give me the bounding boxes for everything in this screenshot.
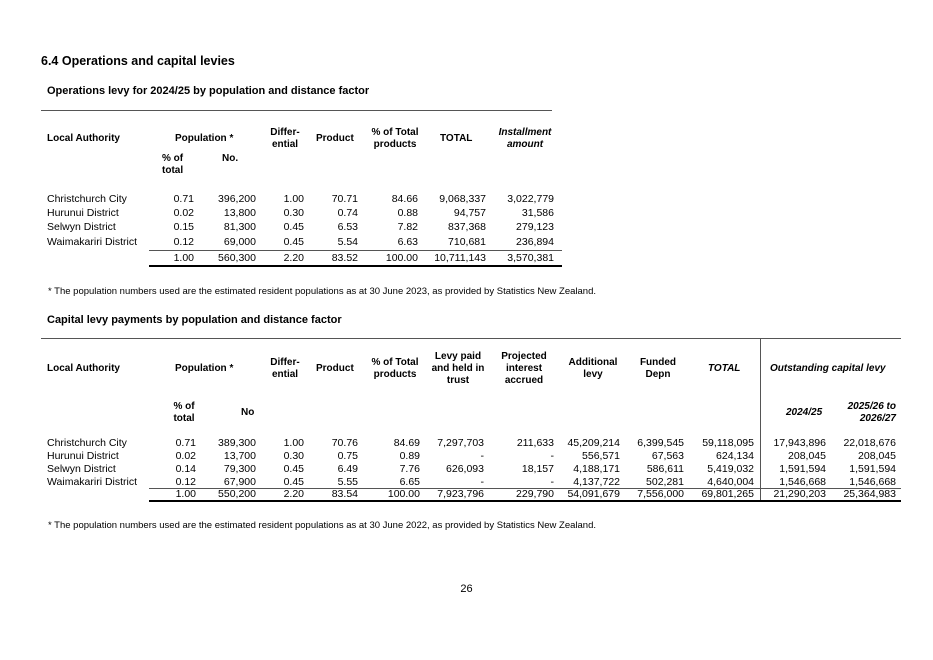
cap-cell-levy_paid: - [480, 450, 484, 462]
cap-cell-interest: - [550, 450, 554, 462]
cap-cell-y2025: 1,591,594 [849, 463, 896, 475]
cap-total-diff: 2.20 [283, 488, 304, 500]
section-title: 6.4 Operations and capital levies [41, 54, 235, 68]
ops-cell-pct: 0.12 [173, 236, 194, 248]
ops-cell-installment: 31,586 [521, 207, 554, 219]
cap-total-levy_paid: 7,923,796 [437, 488, 484, 500]
cap-cell-depn: 67,563 [651, 450, 684, 462]
cap-cell-no: 389,300 [218, 437, 256, 449]
ops-header-pct-products: % of Total products [371, 127, 419, 150]
cap-header-pct-products: % of Total products [371, 357, 419, 380]
ops-total-pct_products: 100.00 [385, 252, 418, 264]
cap-header-projected-interest: Projected interest accrued [501, 351, 547, 386]
ops-footnote: * The population numbers used are the estimated resident populations as at 30 June 2023, as provided by Statistics New Zealand. [48, 286, 596, 297]
ops-header-local-authority: Local Authority [47, 133, 120, 144]
cap-cell-levy_paid: - [480, 476, 484, 488]
cap-cell-pct: 0.14 [175, 463, 196, 475]
cap-header-pct-total: % of total [173, 401, 195, 424]
cap-row-name: Selwyn District [47, 463, 116, 475]
ops-cell-pct_products: 0.88 [397, 207, 418, 219]
cap-cell-total: 59,118,095 [702, 437, 754, 449]
page-number: 26 [460, 583, 473, 595]
cap-total-depn: 7,556,000 [637, 488, 684, 500]
cap-cell-y2025: 1,546,668 [849, 476, 896, 488]
ops-cell-total: 837,368 [448, 221, 486, 233]
cap-cell-product: 70.76 [331, 437, 358, 449]
ops-cell-product: 0.74 [337, 207, 358, 219]
ops-header-population: Population * [175, 133, 234, 144]
ops-cell-total: 710,681 [448, 236, 486, 248]
ops-total-no: 560,300 [218, 252, 256, 264]
ops-cell-no: 81,300 [223, 221, 256, 233]
cap-total-product: 83.54 [331, 488, 358, 500]
cap-cell-y2024: 1,546,668 [779, 476, 826, 488]
ops-cell-diff: 0.30 [283, 207, 304, 219]
cap-cell-depn: 502,281 [646, 476, 684, 488]
cap-cell-y2025: 208,045 [858, 450, 896, 462]
ops-header-pct-total: % of total [162, 153, 184, 176]
ops-cell-pct: 0.15 [173, 221, 194, 233]
cap-header-2024-25: 2024/25 [786, 407, 823, 418]
ops-table-title: Operations levy for 2024/25 by population and distance factor [47, 85, 370, 97]
cap-cell-y2024: 1,591,594 [779, 463, 826, 475]
ops-row-name: Waimakariri District [47, 236, 138, 248]
cap-cell-pct: 0.02 [175, 450, 196, 462]
ops-total-diff: 2.20 [283, 252, 304, 264]
ops-header-no: No. [222, 153, 239, 164]
cap-cell-pct: 0.12 [175, 476, 196, 488]
cap-header-2025-27: 2025/26 to 2026/27 [847, 401, 896, 424]
ops-cell-pct_products: 84.66 [391, 193, 418, 205]
cap-cell-additional: 4,188,171 [573, 463, 620, 475]
cap-cell-no: 67,900 [223, 476, 256, 488]
cap-cell-product: 5.55 [337, 476, 358, 488]
ops-cell-installment: 3,022,779 [507, 193, 554, 205]
cap-cell-no: 13,700 [223, 450, 256, 462]
cap-row-name: Hurunui District [47, 450, 119, 462]
cap-total-pct_products: 100.00 [387, 488, 420, 500]
cap-header-differential: Differ-ential [270, 357, 300, 380]
cap-cell-depn: 586,611 [646, 463, 684, 475]
cap-header-outstanding: Outstanding capital levy [770, 363, 886, 374]
cap-row-name: Waimakariri District [47, 476, 138, 488]
ops-total-total: 10,711,143 [434, 252, 486, 264]
ops-cell-total: 94,757 [453, 207, 486, 219]
cap-cell-diff: 0.45 [283, 463, 304, 475]
cap-totals-rule [149, 488, 901, 489]
ops-cell-pct_products: 7.82 [397, 221, 418, 233]
ops-double-rule [149, 265, 562, 267]
cap-cell-diff: 1.00 [283, 437, 304, 449]
ops-cell-pct: 0.71 [173, 193, 194, 205]
cap-cell-no: 79,300 [223, 463, 256, 475]
ops-cell-no: 69,000 [223, 236, 256, 248]
cap-cell-total: 624,134 [716, 450, 754, 462]
cap-header-funded-depn: Funded Depn [639, 357, 677, 380]
ops-cell-pct: 0.02 [173, 207, 194, 219]
cap-total-interest: 229,790 [516, 488, 554, 500]
cap-double-rule [149, 500, 901, 502]
cap-cell-pct_products: 0.89 [399, 450, 420, 462]
ops-cell-diff: 0.45 [283, 236, 304, 248]
ops-cell-diff: 1.00 [283, 193, 304, 205]
ops-cell-product: 6.53 [337, 221, 358, 233]
cap-cell-total: 4,640,004 [707, 476, 754, 488]
ops-total-installment: 3,570,381 [507, 252, 554, 264]
cap-cell-total: 5,419,032 [707, 463, 754, 475]
cap-total-no: 550,200 [218, 488, 256, 500]
cap-cell-y2025: 22,018,676 [843, 437, 896, 449]
ops-cell-product: 5.54 [337, 236, 358, 248]
ops-cell-total: 9,068,337 [439, 193, 486, 205]
cap-cell-levy_paid: 626,093 [446, 463, 484, 475]
cap-total-y2024: 21,290,203 [773, 488, 826, 500]
cap-cell-product: 6.49 [337, 463, 358, 475]
cap-cell-additional: 4,137,722 [573, 476, 620, 488]
cap-footnote: * The population numbers used are the estimated resident populations as at 30 June 2022, as provided by Statistics New Zealand. [48, 520, 596, 531]
cap-cell-pct_products: 6.65 [399, 476, 420, 488]
cap-cell-interest: 18,157 [521, 463, 554, 475]
cap-top-rule [41, 338, 901, 339]
ops-cell-no: 396,200 [218, 193, 256, 205]
cap-cell-y2024: 17,943,896 [773, 437, 826, 449]
cap-header-local-authority: Local Authority [47, 363, 120, 374]
cap-row-name: Christchurch City [47, 437, 127, 449]
ops-header-differential: Differ-ential [270, 127, 300, 150]
cap-cell-diff: 0.30 [283, 450, 304, 462]
ops-totals-rule [149, 250, 562, 251]
cap-header-total: TOTAL [708, 363, 741, 374]
cap-cell-additional: 45,209,214 [567, 437, 620, 449]
ops-top-rule [41, 110, 552, 111]
ops-cell-installment: 279,123 [516, 221, 554, 233]
cap-cell-product: 0.75 [337, 450, 358, 462]
cap-total-total: 69,801,265 [701, 488, 754, 500]
cap-header-population: Population * [175, 363, 234, 374]
ops-cell-installment: 236,894 [516, 236, 554, 248]
ops-cell-no: 13,800 [223, 207, 256, 219]
ops-header-installment: Installment amount [498, 127, 552, 150]
cap-total-additional: 54,091,679 [567, 488, 620, 500]
cap-cell-diff: 0.45 [283, 476, 304, 488]
cap-total-pct: 1.00 [175, 488, 196, 500]
ops-row-name: Christchurch City [47, 193, 127, 205]
ops-row-name: Selwyn District [47, 221, 116, 233]
ops-row-name: Hurunui District [47, 207, 119, 219]
ops-total-product: 83.52 [331, 252, 358, 264]
cap-cell-levy_paid: 7,297,703 [437, 437, 484, 449]
cap-total-y2025: 25,364,983 [843, 488, 896, 500]
cap-cell-pct: 0.71 [175, 437, 196, 449]
cap-header-levy-paid: Levy paid and held in trust [431, 351, 485, 386]
cap-table-title: Capital levy payments by population and distance factor [47, 314, 342, 326]
ops-cell-pct_products: 6.63 [397, 236, 418, 248]
cap-cell-y2024: 208,045 [788, 450, 826, 462]
ops-header-total: TOTAL [440, 133, 473, 144]
cap-cell-additional: 556,571 [582, 450, 620, 462]
ops-cell-product: 70.71 [331, 193, 358, 205]
cap-header-no: No [241, 407, 255, 418]
ops-header-product: Product [316, 133, 354, 144]
cap-cell-pct_products: 84.69 [393, 437, 420, 449]
cap-cell-pct_products: 7.76 [399, 463, 420, 475]
cap-header-additional-levy: Additional levy [568, 357, 618, 380]
cap-cell-depn: 6,399,545 [637, 437, 684, 449]
cap-header-product: Product [316, 363, 354, 374]
cap-cell-interest: - [550, 476, 554, 488]
cap-cell-interest: 211,633 [516, 437, 554, 449]
ops-cell-diff: 0.45 [283, 221, 304, 233]
ops-total-pct: 1.00 [173, 252, 194, 264]
